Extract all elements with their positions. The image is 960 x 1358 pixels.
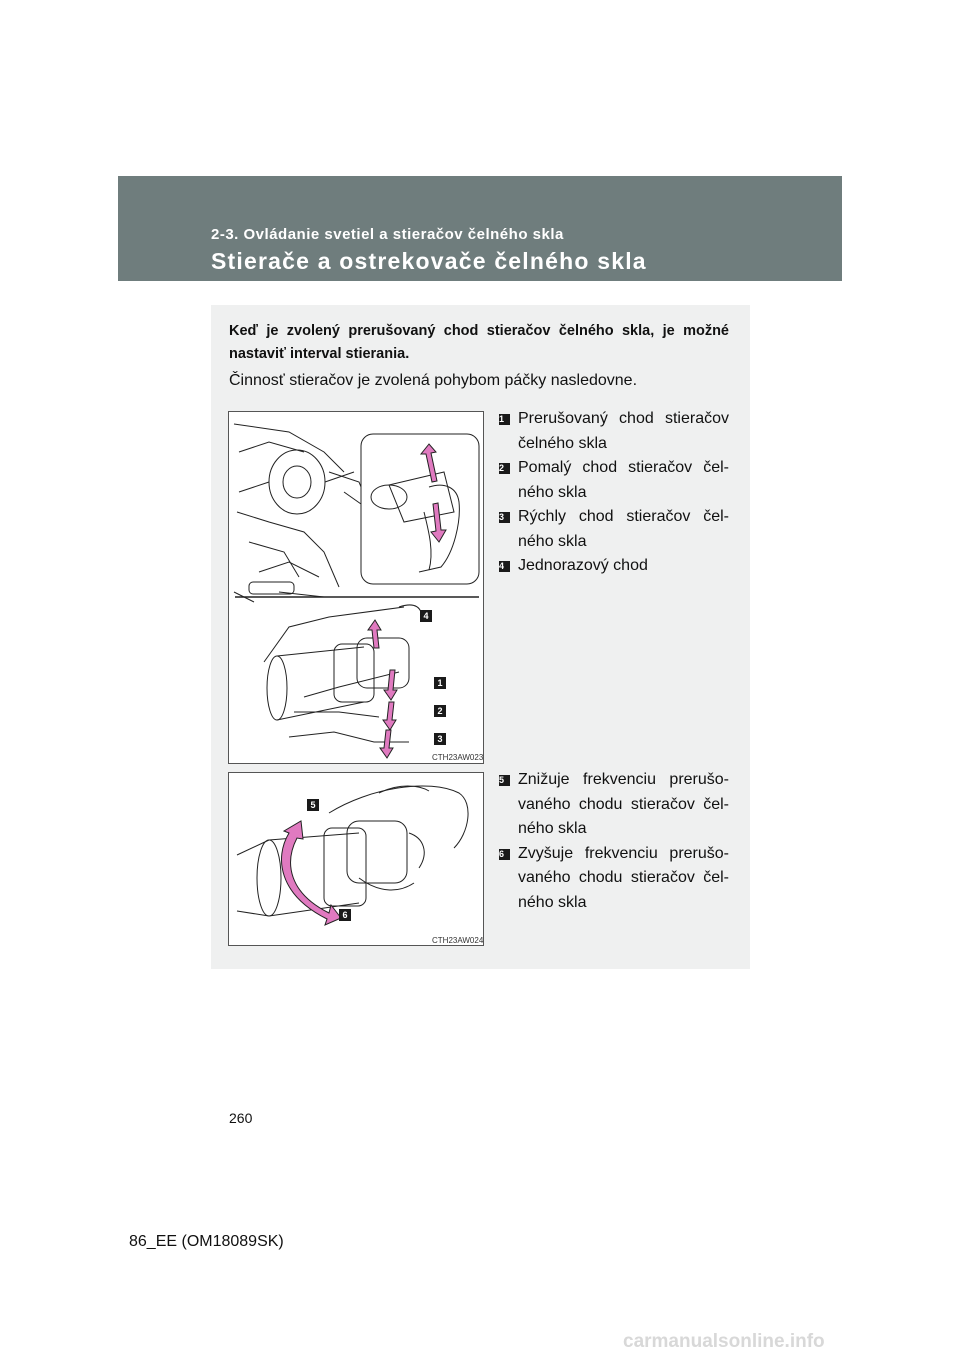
figure-badge-6: 6 — [339, 909, 351, 921]
list-item-text: Zvyšuje frekvenciu prerušo-vaného chodu stieračov čel-ného skla — [518, 844, 729, 911]
list-item — [499, 842, 729, 916]
figure-badge-4: 4 — [420, 610, 432, 622]
list-item-text: Znižuje frekvenciu prerušo-vaného chodu stieračov čel-ného skla — [518, 771, 729, 837]
figure-code-2: CTH23AW024 — [432, 936, 484, 945]
list-item — [499, 505, 729, 554]
wiper-lever-figure-2 — [228, 772, 484, 946]
figure-code-1: CTH23AW023 — [432, 753, 484, 762]
figure-badge-1: 1 — [434, 677, 446, 689]
figure-badge-5: 5 — [307, 799, 319, 811]
list-item — [499, 456, 729, 505]
list-item-text: Rýchly chod stieračov čel-ného skla — [518, 508, 729, 550]
list-item-text: Prerušovaný chod stieračov čelného skla — [518, 410, 729, 452]
item-number-badge: 6 — [499, 849, 510, 860]
document-code: 86_EE (OM18089SK) — [129, 1233, 284, 1250]
list-item — [499, 407, 729, 456]
item-number-badge: 2 — [499, 463, 510, 474]
page-title: Stierače a ostrekovače čelného skla — [211, 248, 647, 274]
lead-text: Činnosť stieračov je zvolená pohybom páčky nasledovne. — [229, 372, 638, 389]
list-item-text: Pomalý chod stieračov čel-ného skla — [518, 459, 729, 501]
page-number: 260 — [229, 1110, 253, 1126]
wiper-lever-figure-1 — [228, 411, 484, 764]
item-number-badge: 4 — [499, 561, 510, 572]
interval-adjust-list — [499, 768, 729, 915]
list-item — [499, 554, 729, 579]
section-header — [118, 176, 842, 281]
watermark: carmanualsonline.info — [623, 1331, 825, 1352]
wiper-lever-illustration-2 — [229, 773, 485, 947]
section-subtitle: 2-3. Ovládanie svetiel a stieračov čelného skla — [211, 226, 564, 243]
list-item-text: Jednorazový chod — [518, 557, 648, 574]
wiper-mode-list — [499, 407, 729, 579]
list-item — [499, 768, 729, 842]
figure-badge-3: 3 — [434, 733, 446, 745]
figure-badge-2: 2 — [434, 705, 446, 717]
item-number-badge: 3 — [499, 512, 510, 523]
wiper-lever-illustration-1 — [229, 412, 485, 765]
item-number-badge: 1 — [499, 414, 510, 425]
item-number-badge: 5 — [499, 775, 510, 786]
intro-text: Keď je zvolený prerušovaný chod stieračov čelného skla, je možné nastaviť interval stierania. — [229, 323, 729, 362]
